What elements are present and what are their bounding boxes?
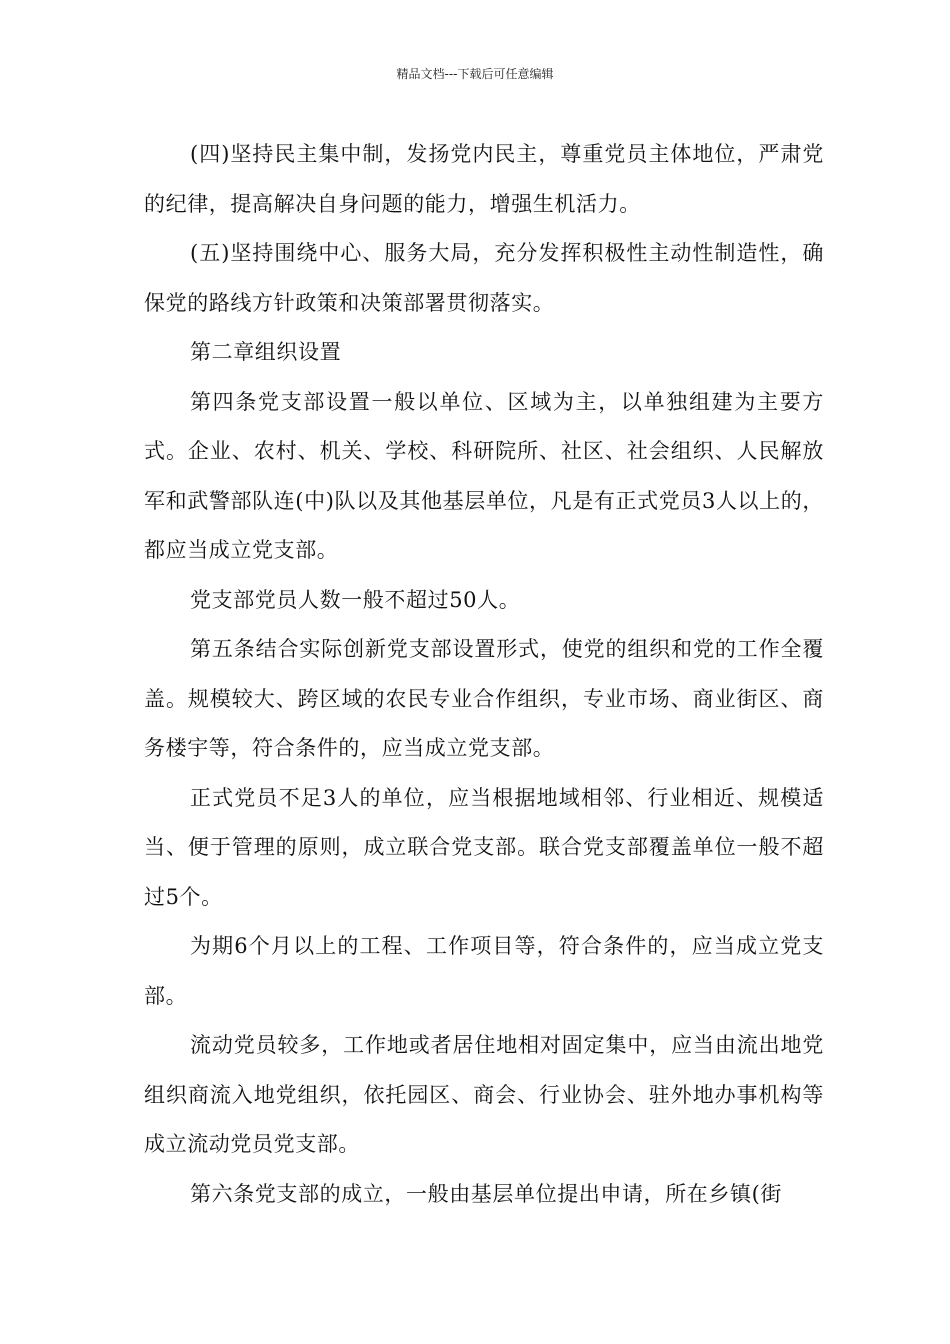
paragraph-mobile-members: 流动党员较多，工作地或者居住地相对固定集中，应当由流出地党组织商流入地党组织，依托园区、商会、行业协会、驻外地办事机构等成立流动党员党支部。 [144,1033,824,1156]
paragraph-article-4: 第四条党支部设置一般以单位、区域为主，以单独组建为主要方式。企业、农村、机关、学校、科研院所、社区、社会组织、人民解放军和武警部队连(中)队以及其他基层单位，凡是有正式党员3人以上的，都应当成立党支部。 [144,389,824,562]
paragraph-joint-branch: 正式党员不足3人的单位，应当根据地域相邻、行业相近、规模适当、便于管理的原则，成立联合党支部。联合党支部覆盖单位一般不超过5个。 [144,785,824,909]
page-header: 精品文档---下载后可任意编辑 [396,67,554,81]
paragraph-article-6: 第六条党支部的成立，一般由基层单位提出申请，所在乡镇(街 [190,1181,782,1206]
paragraph-project-branch: 为期6个月以上的工程、工作项目等，符合条件的，应当成立党支部。 [144,934,824,1008]
chapter-heading: 第二章组织设置 [190,340,342,364]
paragraph-principle-5: (五)坚持围绕中心、服务大局，充分发挥积极性主动性制造性，确保党的路线方针政策和决策部署贯彻落实。 [144,241,824,315]
document-body [144,130,824,1219]
paragraph-article-5: 第五条结合实际创新党支部设置形式，使党的组织和党的工作全覆盖。规模较大、跨区域的农民专业合作组织，专业市场、商业街区、商务楼宇等，符合条件的，应当成立党支部。 [144,637,824,760]
paragraph-member-limit: 党支部党员人数一般不超过50人。 [190,587,521,612]
paragraph-principle-4: (四)坚持民主集中制，发扬党内民主，尊重党员主体地位，严肃党的纪律，提高解决自身问题的能力，增强生机活力。 [144,142,824,216]
